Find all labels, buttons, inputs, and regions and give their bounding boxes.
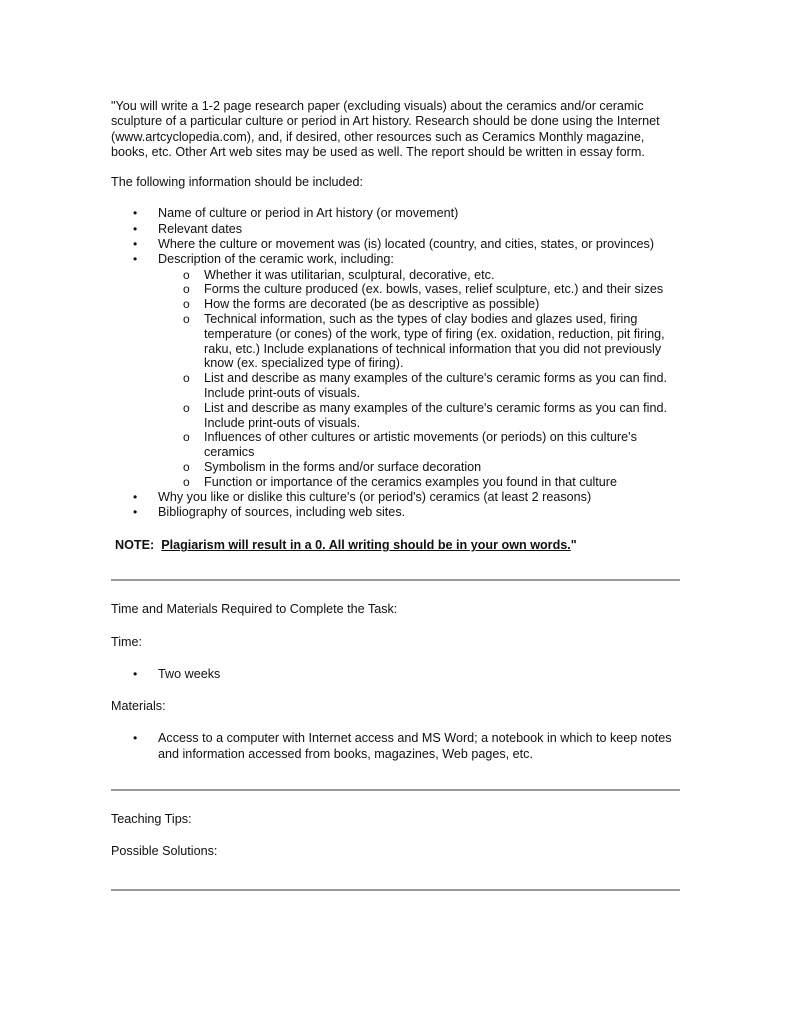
sublist-item: o Symbolism in the forms and/or surface decoration xyxy=(183,460,482,475)
circle-bullet-icon: o xyxy=(183,371,190,386)
circle-bullet-icon: o xyxy=(183,430,190,445)
list-item: • Why you like or dislike this culture's (or period's) ceramics (at least 2 reasons) xyxy=(133,489,592,504)
plagiarism-note: NOTE: Plagiarism will result in a 0. All writing should be in your own words." xyxy=(115,538,577,553)
circle-bullet-icon: o xyxy=(183,312,190,327)
time-label: Time: xyxy=(111,634,143,649)
following-info-label: The following information should be included: xyxy=(111,175,364,190)
sublist-item: o List and describe as many examples of the culture's ceramic forms as you can find. Include print-outs of visuals. xyxy=(183,400,667,430)
bullet-icon: • xyxy=(133,504,138,519)
bullet-icon: • xyxy=(133,221,138,236)
sublist-item: o Forms the culture produced (ex. bowls, vases, relief sculpture, etc.) and their sizes xyxy=(183,282,664,297)
circle-bullet-icon: o xyxy=(183,297,190,312)
section-divider xyxy=(111,889,680,891)
sublist-item: o Whether it was utilitarian, sculptural, decorative, etc. xyxy=(183,267,495,282)
sublist-item: o Function or importance of the ceramics examples you found in that culture xyxy=(183,474,618,489)
possible-solutions-label: Possible Solutions: xyxy=(111,844,218,859)
list-item: • Where the culture or movement was (is) located (country, and cities, states, or provinces) xyxy=(133,237,655,252)
requirements-list xyxy=(111,206,681,520)
sublist-item: o List and describe as many examples of the culture's ceramic forms as you can find. Include print-outs of visuals. xyxy=(183,371,667,401)
ceramic-description-sublist xyxy=(158,268,681,490)
document-page xyxy=(111,99,681,891)
assignment-intro: "You will write a 1-2 page research paper (excluding visuals) about the ceramics and/or ceramic sculpture of a particular culture or period in Art history. Research should be done using the Internet (www.artcyclopedia.com), and, if desired, other resources such as Ceramics Monthly magazine, books, etc. Other Art web sites may be used as well. The report should be written in essay form. xyxy=(111,99,660,159)
circle-bullet-icon: o xyxy=(183,400,190,415)
bullet-icon: • xyxy=(133,731,138,746)
materials-list xyxy=(111,731,681,762)
list-item: • Bibliography of sources, including web sites. xyxy=(133,504,406,519)
sublist-item: o Influences of other cultures or artistic movements (or periods) on this culture's ceramics xyxy=(183,430,637,460)
materials-label: Materials: xyxy=(111,699,166,714)
circle-bullet-icon: o xyxy=(183,474,190,489)
teaching-tips-label: Teaching Tips: xyxy=(111,812,192,826)
list-item: • Relevant dates xyxy=(133,221,243,236)
list-item: • Two weeks xyxy=(133,666,221,681)
plagiarism-warning: Plagiarism will result in a 0. All writing should be in your own words. xyxy=(161,538,571,553)
bullet-icon: • xyxy=(133,237,138,252)
list-item: • Access to a computer with Internet access and MS Word; a notebook in which to keep notes and information accessed from books, magazines, Web pages, etc. xyxy=(133,731,672,761)
circle-bullet-icon: o xyxy=(183,267,190,282)
list-item: • Name of culture or period in Art history (or movement) xyxy=(133,206,459,221)
time-list xyxy=(111,667,681,682)
bullet-icon: • xyxy=(133,252,138,267)
list-item: • Description of the ceramic work, including: o Whether it was utilitarian, sculptural, decorative, etc. o Forms the culture produced (ex. bowls, vases, relief sculpture, etc.) and their sizes o How the forms are decorated (be as descriptive as possible) o Technical information, such as the types of clay bodies and glazes used, firing temperature (or cones) of the work, type of firing (ex. oxidation, reduction, pit firing, raku, etc.) Include explanations of technical information that you did not previously know (ex. specialized type of firing). o List and describe as many examples of the culture's ceramic forms as you can find. Include print-outs of visuals. o List and describe as many examples of the culture's ceramic forms as you can find. Include print-outs of visuals. o Influences of other cultures or artistic movements (or periods) on this culture's ceramics o Symbolism in the forms and/or surface decoration o Function or importance of the ceramics examples you found in that culture xyxy=(111,252,681,489)
circle-bullet-icon: o xyxy=(183,282,190,297)
circle-bullet-icon: o xyxy=(183,460,190,475)
bullet-icon: • xyxy=(133,206,138,221)
sublist-item: o How the forms are decorated (be as descriptive as possible) xyxy=(183,297,540,312)
sublist-item: o Technical information, such as the types of clay bodies and glazes used, firing temperature (or cones) of the work, type of firing (ex. oxidation, reduction, pit firing, raku, etc.) Include explanations of technical information that you did not previously know (ex. specialized type of firing). xyxy=(183,312,665,371)
bullet-icon: • xyxy=(133,489,138,504)
section-divider xyxy=(111,789,680,791)
time-materials-heading: Time and Materials Required to Complete the Task: xyxy=(111,602,398,617)
bullet-icon: • xyxy=(133,666,138,681)
section-divider xyxy=(111,579,680,581)
